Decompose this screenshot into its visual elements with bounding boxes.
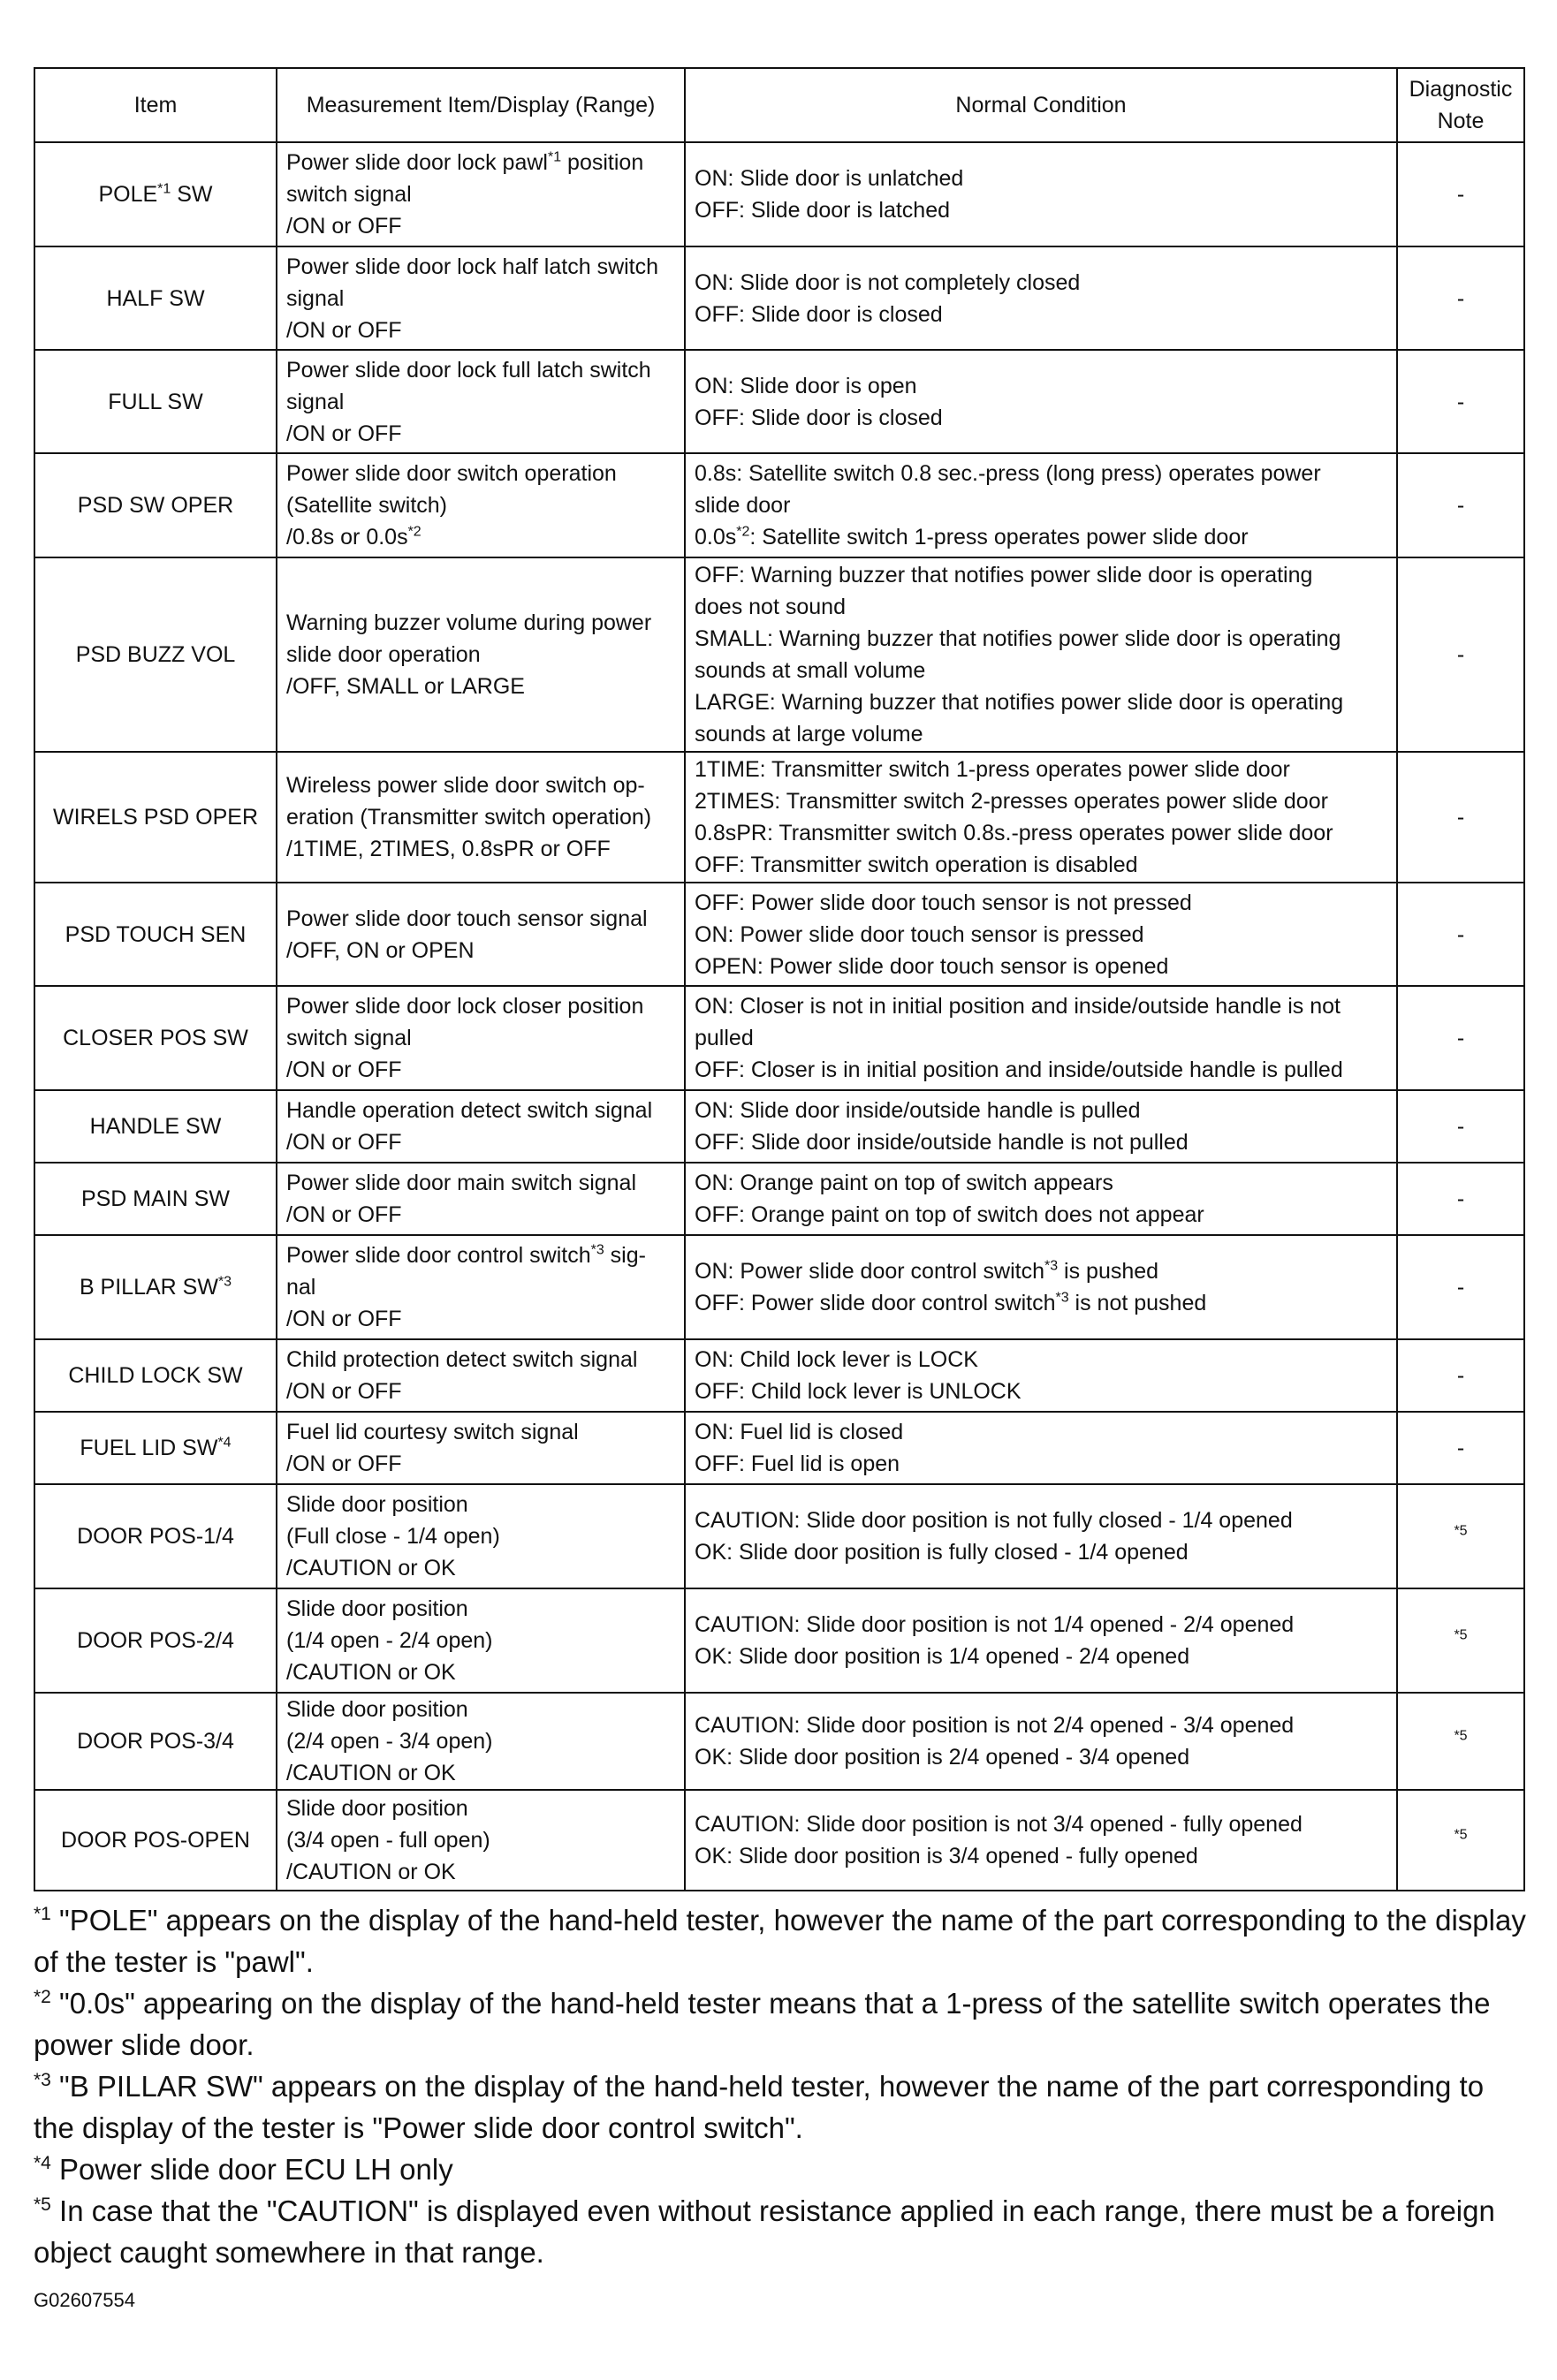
measurement-cell xyxy=(277,986,685,1090)
condition-cell xyxy=(685,246,1397,350)
item-cell xyxy=(34,1484,277,1588)
measurement-line: /OFF, ON or OPEN xyxy=(286,937,475,963)
condition-cell xyxy=(685,1790,1397,1891)
measurement-line: Fuel lid courtesy switch signal xyxy=(286,1420,579,1444)
condition-line: 1TIME: Transmitter switch 1-press operates power slide door xyxy=(695,757,1290,782)
measurement-line: Power slide door lock full latch switch xyxy=(286,357,651,383)
diagnostic-note: - xyxy=(1456,805,1465,830)
measurement-line: Wireless power slide door switch op- xyxy=(286,773,645,798)
item-cell xyxy=(34,1090,277,1163)
measurement-line: Power slide door touch sensor signal xyxy=(286,906,648,931)
footnote-mark: *5 xyxy=(34,2194,51,2215)
measurement-line: Power slide door control switch$^{*3}$ sig- xyxy=(286,1242,646,1268)
measurement-line: (3/4 open - full open) xyxy=(286,1828,490,1853)
item-cell xyxy=(34,1412,277,1484)
condition-line: OFF: Child lock lever is UNLOCK xyxy=(695,1379,1022,1404)
measurement-line: /CAUTION or OK xyxy=(286,1660,456,1685)
item-name: DOOR POS-1/4 xyxy=(77,1524,234,1549)
diagnostic-note: - xyxy=(1456,285,1465,311)
condition-line: CAUTION: Slide door position is not 3/4 opened - fully opened xyxy=(695,1812,1303,1837)
measurement-line: /1TIME, 2TIMES, 0.8sPR or OFF xyxy=(286,837,611,861)
footnote xyxy=(34,2149,1527,2190)
measurement-line: switch signal xyxy=(286,1026,412,1050)
measurement-line: slide door operation xyxy=(286,642,481,667)
diagnostic-note: - xyxy=(1456,1026,1465,1050)
condition-cell xyxy=(685,1693,1397,1790)
diagnostic-note-cell xyxy=(1397,752,1524,883)
measurement-cell xyxy=(277,1693,685,1790)
item-cell xyxy=(34,986,277,1090)
table-row xyxy=(34,1339,1524,1412)
measurement-line: Power slide door lock half latch switch xyxy=(286,254,659,279)
table-row xyxy=(34,1412,1524,1484)
condition-cell xyxy=(685,1484,1397,1588)
diagnostic-note: - xyxy=(1456,389,1465,414)
item-cell xyxy=(34,1693,277,1790)
condition-line: ON: Power slide door touch sensor is pressed xyxy=(695,921,1144,947)
measurement-cell xyxy=(277,1235,685,1339)
diagnostic-note: - xyxy=(1456,1363,1465,1388)
condition-cell xyxy=(685,986,1397,1090)
diagnostic-note-cell xyxy=(1397,1235,1524,1339)
measurement-line: /ON or OFF xyxy=(286,1202,402,1227)
header-item: Item xyxy=(34,68,277,142)
measurement-cell xyxy=(277,142,685,246)
condition-cell xyxy=(685,1090,1397,1163)
item-name: HANDLE SW xyxy=(89,1114,222,1139)
measurement-line: /OFF, SMALL or LARGE xyxy=(286,674,525,699)
diagnostic-note-cell xyxy=(1397,1588,1524,1693)
table-row xyxy=(34,350,1524,453)
item-name: HALF SW xyxy=(106,285,205,311)
measurement-line: /ON or OFF xyxy=(286,317,402,343)
measurement-line: eration (Transmitter switch operation) xyxy=(286,805,652,830)
condition-line: 2TIMES: Transmitter switch 2-presses operates power slide door xyxy=(695,789,1328,814)
condition-line: ON: Fuel lid is closed xyxy=(695,1420,904,1444)
condition-cell xyxy=(685,1235,1397,1339)
condition-line: ON: Slide door is unlatched xyxy=(695,166,964,191)
item-cell xyxy=(34,1339,277,1412)
condition-line: sounds at small volume xyxy=(695,658,926,683)
condition-cell xyxy=(685,1339,1397,1412)
item-cell xyxy=(34,752,277,883)
item-name: DOOR POS-3/4 xyxy=(77,1729,234,1754)
footnote-text: "POLE" appears on the display of the hand-held tester, however the name of the part corresponding to the display of the tester is "pawl". xyxy=(34,1904,1526,1978)
measurement-cell xyxy=(277,883,685,986)
table-row xyxy=(34,1588,1524,1693)
item-name: CHILD LOCK SW xyxy=(68,1363,243,1388)
diagnostic-note: - xyxy=(1456,182,1465,207)
table-row xyxy=(34,142,1524,246)
item-name: PSD SW OPER xyxy=(77,493,234,518)
footnote-mark: *3 xyxy=(34,2070,51,2090)
data-list-table xyxy=(34,67,1525,1891)
footnote-mark: *4 xyxy=(34,2153,51,2173)
condition-line: CAUTION: Slide door position is not 1/4 opened - 2/4 opened xyxy=(695,1612,1295,1637)
diagnostic-note-cell xyxy=(1397,557,1524,752)
condition-cell xyxy=(685,883,1397,986)
footnote xyxy=(34,1899,1527,1982)
condition-line: $0.0s^{*2}$: Satellite switch 1-press operates power slide door xyxy=(695,524,1249,550)
footnote-text: In case that the "CAUTION" is displayed even without resistance applied in each range, there must be a foreign object caught somewhere in that range. xyxy=(34,2194,1495,2269)
condition-line: LARGE: Warning buzzer that notifies power slide door is operating xyxy=(695,690,1344,715)
diagnostic-note-cell xyxy=(1397,1339,1524,1412)
measurement-line: Slide door position xyxy=(286,1796,468,1821)
measurement-line: /CAUTION or OK xyxy=(286,1761,456,1785)
table-row xyxy=(34,1693,1524,1790)
condition-line: OFF: Slide door is latched xyxy=(695,198,951,223)
condition-cell xyxy=(685,350,1397,453)
diagnostic-note-cell xyxy=(1397,1163,1524,1235)
item-cell xyxy=(34,350,277,453)
footnote-text: "B PILLAR SW" appears on the display of the hand-held tester, however the name of the part corresponding to the display of the tester is "Power slide door control switch". xyxy=(34,2070,1485,2144)
condition-line: ON: Power slide door control switch$^{*3}$ is pushed xyxy=(695,1258,1159,1284)
item-cell xyxy=(34,246,277,350)
condition-line: sounds at large volume xyxy=(695,722,923,747)
header-note xyxy=(1397,68,1524,142)
measurement-cell xyxy=(277,1790,685,1891)
item-cell xyxy=(34,1588,277,1693)
condition-cell xyxy=(685,1588,1397,1693)
condition-line: OFF: Power slide door touch sensor is not pressed xyxy=(695,890,1192,915)
measurement-line: /ON or OFF xyxy=(286,214,402,239)
item-cell xyxy=(34,1235,277,1339)
condition-line: OK: Slide door position is fully closed - 1/4 opened xyxy=(695,1540,1189,1565)
item-cell xyxy=(34,1163,277,1235)
header-note-line: Note xyxy=(1437,109,1485,133)
diagnostic-note-cell xyxy=(1397,1412,1524,1484)
measurement-cell xyxy=(277,557,685,752)
measurement-line: switch signal xyxy=(286,182,412,207)
condition-line: OFF: Warning buzzer that notifies power slide door is operating xyxy=(695,563,1313,587)
measurement-line: /ON or OFF xyxy=(286,421,402,446)
condition-line: ON: Slide door is open xyxy=(695,373,917,398)
measurement-line: Power slide door lock closer position xyxy=(286,994,644,1019)
diagnostic-note-cell xyxy=(1397,1090,1524,1163)
condition-line: OFF: Slide door is closed xyxy=(695,301,943,327)
condition-line: 0.8sPR: Transmitter switch 0.8s.-press operates power slide door xyxy=(695,821,1333,845)
table-row xyxy=(34,557,1524,752)
condition-cell xyxy=(685,1412,1397,1484)
item-name: CLOSER POS SW xyxy=(63,1026,248,1050)
diagnostic-note-cell xyxy=(1397,453,1524,557)
condition-line: SMALL: Warning buzzer that notifies power slide door is operating xyxy=(695,626,1341,651)
item-name: WIRELS PSD OPER xyxy=(53,805,258,830)
footnote-text: "0.0s" appearing on the display of the hand-held tester means that a 1-press of the satellite switch operates the power slide door. xyxy=(34,1987,1491,2061)
item-name: FULL SW xyxy=(108,389,203,414)
condition-line: does not sound xyxy=(695,595,846,619)
footnotes xyxy=(34,1899,1527,2273)
item-cell xyxy=(34,142,277,246)
measurement-line: (1/4 open - 2/4 open) xyxy=(286,1628,493,1653)
table-row xyxy=(34,246,1524,350)
header-measurement: Measurement Item/Display (Range) xyxy=(277,68,685,142)
table-row xyxy=(34,883,1524,986)
header-condition: Normal Condition xyxy=(685,68,1397,142)
measurement-cell xyxy=(277,752,685,883)
condition-line: OK: Slide door position is 3/4 opened - fully opened xyxy=(695,1844,1198,1868)
diagnostic-note-cell xyxy=(1397,883,1524,986)
condition-line: OFF: Slide door inside/outside handle is not pulled xyxy=(695,1130,1189,1155)
table-row xyxy=(34,453,1524,557)
measurement-line: /ON or OFF xyxy=(286,1451,402,1476)
footnote-mark: *1 xyxy=(34,1904,51,1924)
item-footnote-mark: *4 xyxy=(217,1435,232,1451)
condition-cell xyxy=(685,1163,1397,1235)
diagnostic-note-mark: *5 xyxy=(1454,1523,1468,1539)
condition-cell xyxy=(685,752,1397,883)
table-row xyxy=(34,1484,1524,1588)
diagnostic-note-mark: *5 xyxy=(1454,1827,1468,1843)
condition-line: OK: Slide door position is 1/4 opened - 2/4 opened xyxy=(695,1644,1190,1669)
item-name: PSD TOUCH SEN xyxy=(65,921,247,947)
diagnostic-note: - xyxy=(1456,1186,1465,1211)
condition-line: OFF: Closer is in initial position and inside/outside handle is pulled xyxy=(695,1057,1343,1082)
item-name-suffix: SW xyxy=(171,182,213,207)
figure-id: G02607554 xyxy=(34,2289,135,2311)
table-row xyxy=(34,986,1524,1090)
table-body xyxy=(34,142,1524,1891)
table-row xyxy=(34,1790,1524,1891)
measurement-line: signal xyxy=(286,285,345,311)
item-name: POLE xyxy=(98,182,158,207)
footnote xyxy=(34,1982,1527,2065)
item-cell xyxy=(34,883,277,986)
measurement-line: (Full close - 1/4 open) xyxy=(286,1524,500,1549)
diagnostic-note-cell xyxy=(1397,1693,1524,1790)
condition-cell xyxy=(685,142,1397,246)
measurement-line: Slide door position xyxy=(286,1492,468,1517)
item-name: DOOR POS-OPEN xyxy=(61,1828,250,1853)
diagnostic-note-cell xyxy=(1397,246,1524,350)
measurement-line: /CAUTION or OK xyxy=(286,1860,456,1884)
condition-line: pulled xyxy=(695,1026,754,1050)
measurement-line: /CAUTION or OK xyxy=(286,1556,456,1580)
item-footnote-mark: *3 xyxy=(217,1274,232,1290)
footnote-text: Power slide door ECU LH only xyxy=(50,2153,453,2186)
measurement-line: Power slide door lock pawl$^{*1}$ position xyxy=(286,149,644,175)
measurement-line: Slide door position xyxy=(286,1697,468,1722)
diagnostic-note: - xyxy=(1456,1114,1465,1139)
item-cell xyxy=(34,1790,277,1891)
table-header-row xyxy=(34,68,1524,142)
diagnostic-note: - xyxy=(1456,1436,1465,1460)
measurement-cell xyxy=(277,1484,685,1588)
measurement-line: Child protection detect switch signal xyxy=(286,1347,638,1372)
diagnostic-note-cell xyxy=(1397,1484,1524,1588)
condition-line: OPEN: Power slide door touch sensor is opened xyxy=(695,953,1169,979)
measurement-cell xyxy=(277,1339,685,1412)
condition-line: ON: Slide door is not completely closed xyxy=(695,269,1081,295)
diagnostic-note-cell xyxy=(1397,1790,1524,1891)
measurement-line: Power slide door switch operation xyxy=(286,461,617,486)
measurement-line: (Satellite switch) xyxy=(286,493,447,518)
measurement-line: /0.8s or $0.0s^{*2}$ xyxy=(286,524,422,550)
measurement-cell xyxy=(277,246,685,350)
diagnostic-note-mark: *5 xyxy=(1454,1627,1468,1643)
measurement-line: Warning buzzer volume during power xyxy=(286,610,652,635)
measurement-cell xyxy=(277,1090,685,1163)
item-footnote-mark: *1 xyxy=(157,181,171,197)
diagnostic-note-mark: *5 xyxy=(1454,1728,1468,1744)
condition-line: OK: Slide door position is 2/4 opened - 3/4 opened xyxy=(695,1745,1190,1770)
measurement-cell xyxy=(277,1412,685,1484)
table-row xyxy=(34,1090,1524,1163)
condition-line: OFF: Transmitter switch operation is disabled xyxy=(695,853,1138,877)
measurement-line: /ON or OFF xyxy=(286,1379,402,1404)
measurement-cell xyxy=(277,350,685,453)
header-note-line: Diagnostic xyxy=(1409,77,1513,102)
measurement-line: Power slide door main switch signal xyxy=(286,1171,637,1195)
footnote xyxy=(34,2065,1527,2149)
diagnostic-note: - xyxy=(1456,1275,1465,1300)
measurement-line: Handle operation detect switch signal xyxy=(286,1098,653,1123)
diagnostic-note-cell xyxy=(1397,350,1524,453)
condition-line: ON: Orange paint on top of switch appears xyxy=(695,1171,1113,1195)
diagnostic-note: - xyxy=(1456,493,1465,518)
item-cell xyxy=(34,557,277,752)
table-row xyxy=(34,752,1524,883)
table-row xyxy=(34,1163,1524,1235)
item-name: B PILLAR SW xyxy=(79,1275,218,1300)
diagnostic-note-cell xyxy=(1397,142,1524,246)
measurement-cell xyxy=(277,453,685,557)
condition-line: OFF: Power slide door control switch$^{*3}$ is not pushed xyxy=(695,1290,1207,1315)
item-name: FUEL LID SW xyxy=(80,1436,218,1460)
condition-line: OFF: Fuel lid is open xyxy=(695,1451,900,1476)
diagnostic-note-cell xyxy=(1397,986,1524,1090)
measurement-line: /ON or OFF xyxy=(286,1130,402,1155)
condition-line: 0.8s: Satellite switch 0.8 sec.-press (long press) operates power xyxy=(695,461,1321,486)
condition-line: slide door xyxy=(695,493,791,518)
measurement-line: Slide door position xyxy=(286,1596,468,1621)
measurement-line: nal xyxy=(286,1275,316,1300)
measurement-line: (2/4 open - 3/4 open) xyxy=(286,1729,493,1754)
table-row xyxy=(34,1235,1524,1339)
diagnostic-note: - xyxy=(1456,642,1465,667)
condition-line: CAUTION: Slide door position is not 2/4 opened - 3/4 opened xyxy=(695,1713,1295,1738)
measurement-line: /ON or OFF xyxy=(286,1057,402,1082)
condition-line: OFF: Slide door is closed xyxy=(695,405,943,430)
footnote-mark: *2 xyxy=(34,1987,51,2007)
condition-line: OFF: Orange paint on top of switch does not appear xyxy=(695,1202,1204,1227)
measurement-line: /ON or OFF xyxy=(286,1307,402,1331)
condition-line: ON: Closer is not in initial position and inside/outside handle is not xyxy=(695,994,1341,1019)
condition-line: ON: Slide door inside/outside handle is pulled xyxy=(695,1098,1141,1123)
item-name: PSD MAIN SW xyxy=(80,1186,231,1211)
item-name: DOOR POS-2/4 xyxy=(77,1628,234,1653)
footnote xyxy=(34,2190,1527,2273)
measurement-line: signal xyxy=(286,389,345,414)
condition-cell xyxy=(685,557,1397,752)
condition-line: ON: Child lock lever is LOCK xyxy=(695,1347,978,1372)
condition-cell xyxy=(685,453,1397,557)
measurement-cell xyxy=(277,1163,685,1235)
item-cell xyxy=(34,453,277,557)
condition-line: CAUTION: Slide door position is not fully closed - 1/4 opened xyxy=(695,1508,1293,1533)
item-name: PSD BUZZ VOL xyxy=(75,642,236,667)
measurement-cell xyxy=(277,1588,685,1693)
diagnostic-note: - xyxy=(1456,921,1465,947)
